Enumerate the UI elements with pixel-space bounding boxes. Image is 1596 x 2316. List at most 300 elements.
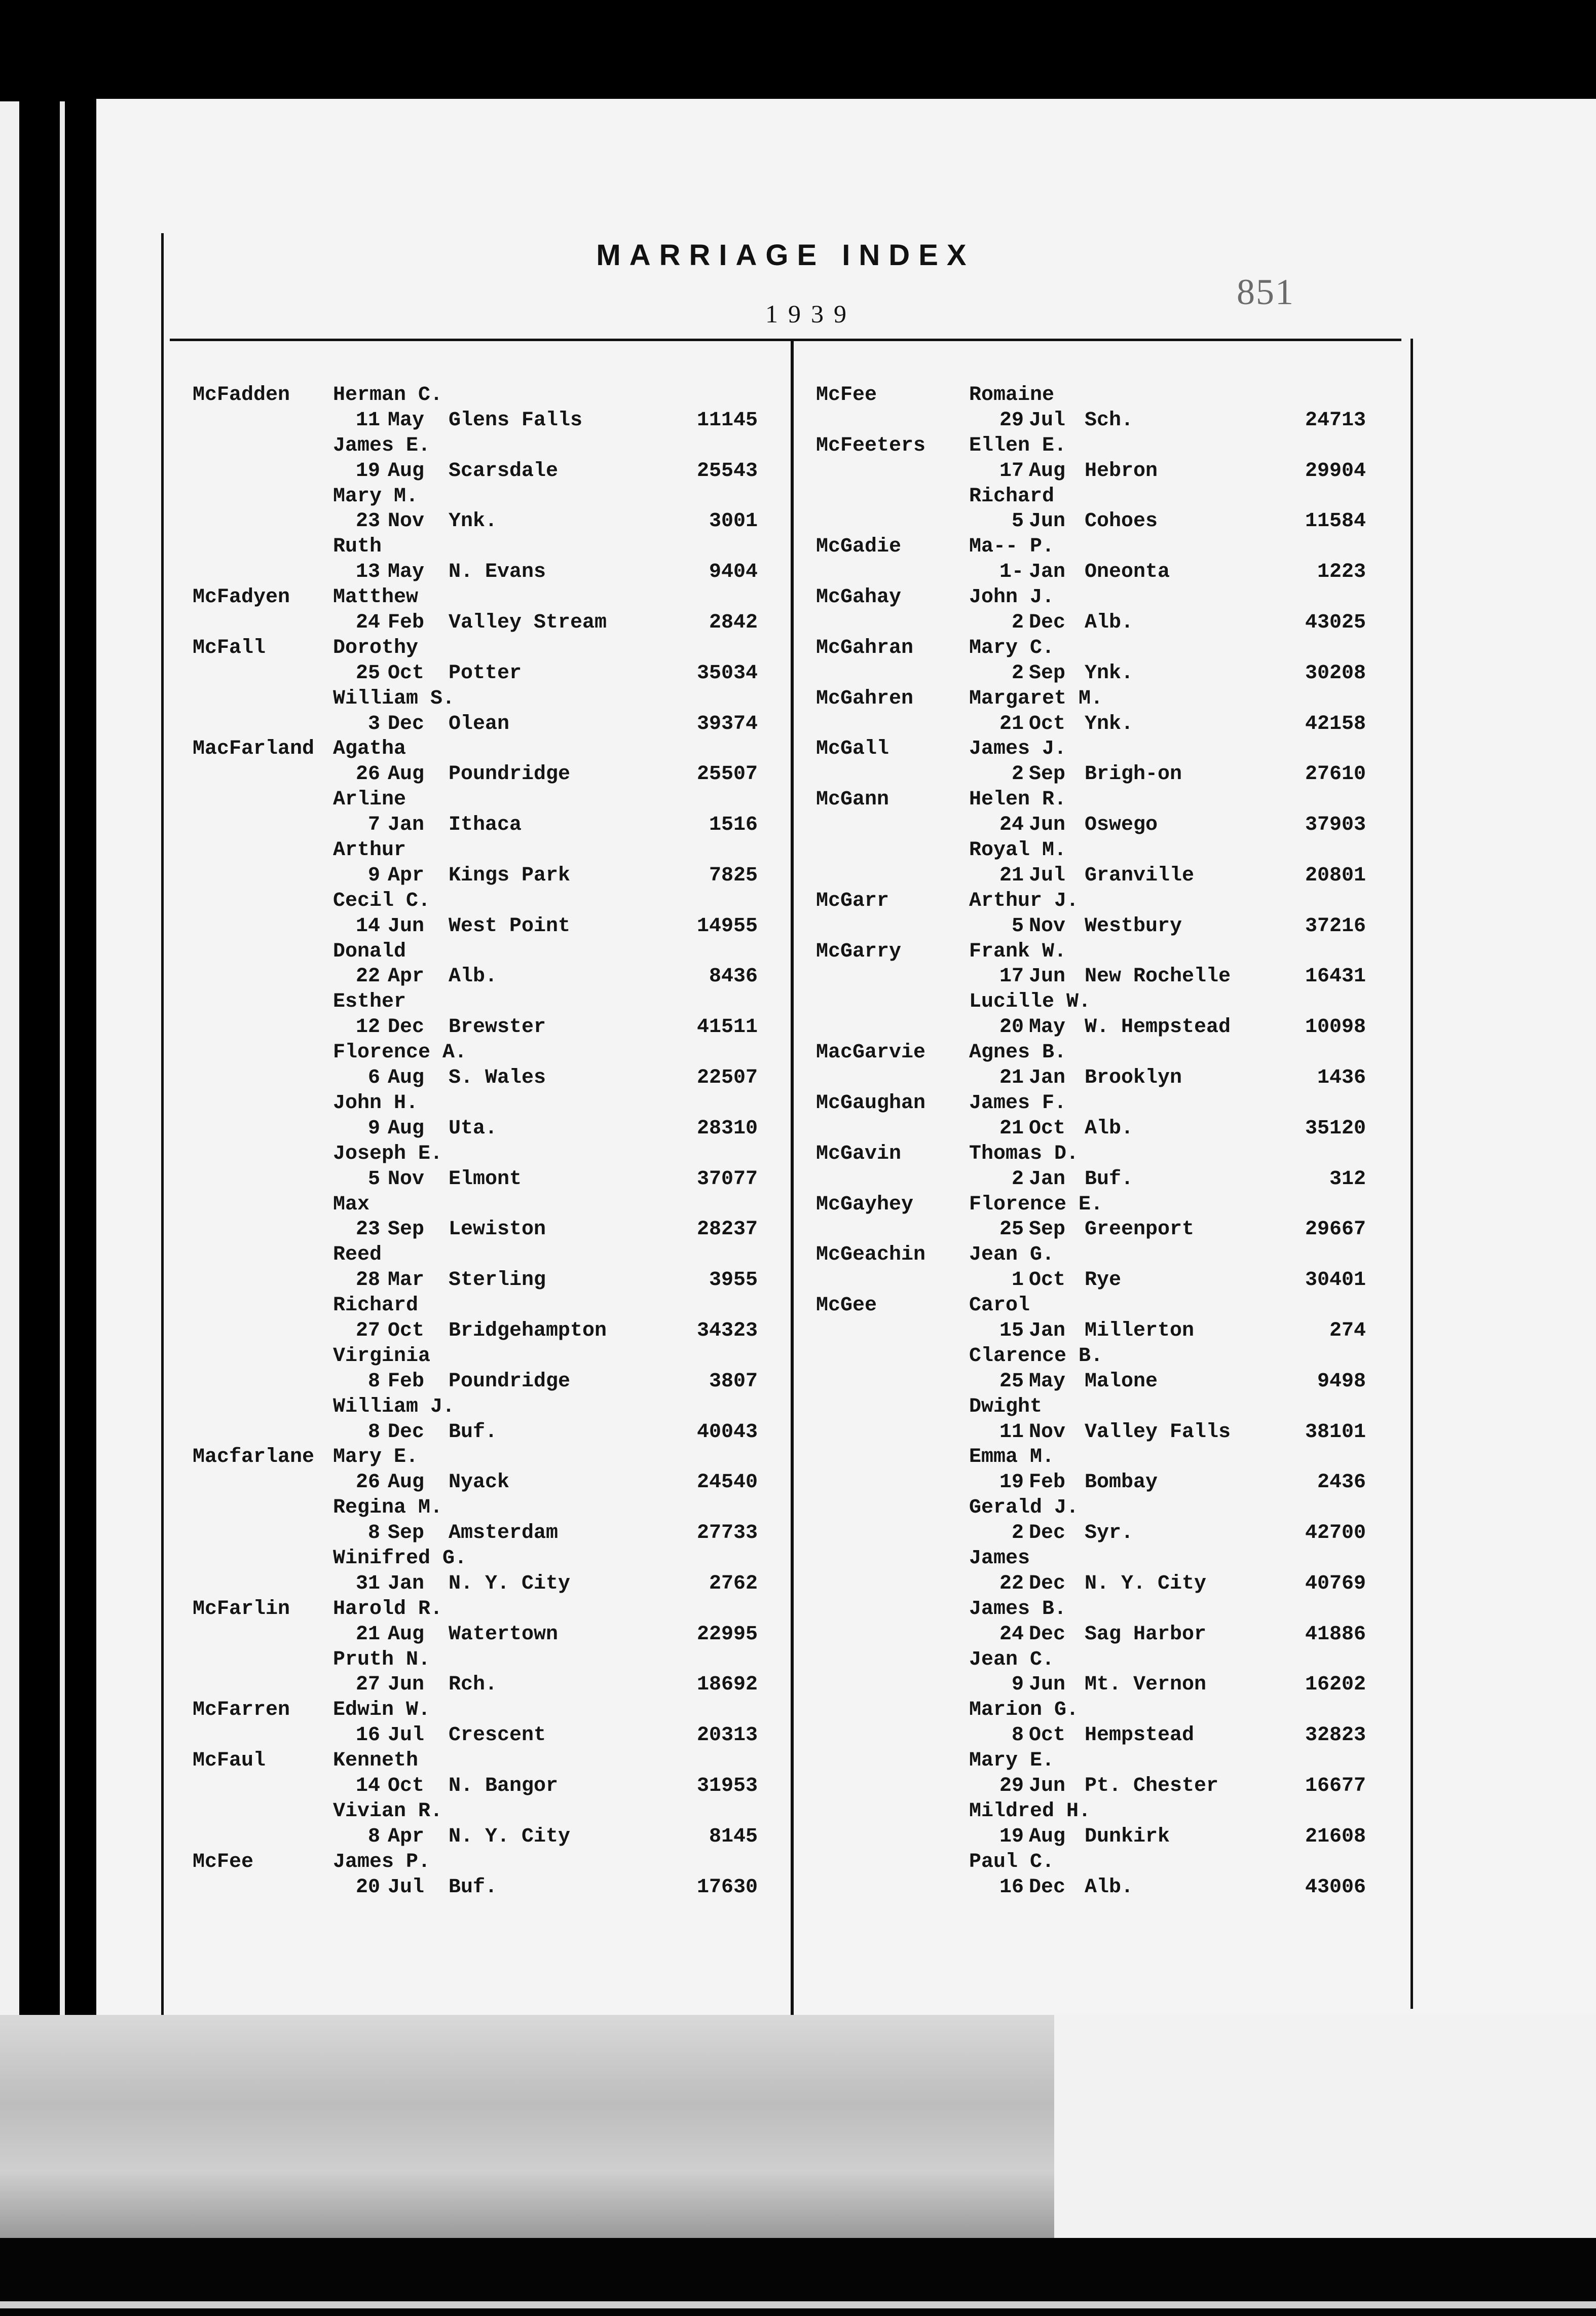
entry-month: Aug bbox=[1029, 459, 1066, 483]
entry-surname: McGahren bbox=[816, 687, 914, 710]
entry-place: Uta. bbox=[449, 1117, 498, 1140]
entry-number: 35120 bbox=[1305, 1117, 1366, 1140]
entry-given: Arline bbox=[333, 788, 406, 812]
entry-place: West Point bbox=[449, 914, 571, 938]
entry-given: John H. bbox=[333, 1091, 419, 1115]
entry-month: Jun bbox=[388, 1673, 425, 1697]
entry-month: Dec bbox=[388, 1016, 425, 1039]
entry-day: 19 bbox=[999, 1825, 1024, 1848]
index-row bbox=[816, 1748, 1368, 1774]
entry-surname: Macfarlane bbox=[193, 1446, 315, 1469]
index-row bbox=[193, 560, 765, 585]
entry-number: 41886 bbox=[1305, 1623, 1366, 1646]
entry-place: Lewiston bbox=[449, 1218, 546, 1241]
entry-day: 26 bbox=[355, 1471, 380, 1494]
index-row bbox=[193, 1268, 765, 1293]
index-row bbox=[193, 585, 765, 610]
entry-surname: McFarren bbox=[193, 1699, 290, 1722]
entry-day: 21 bbox=[355, 1623, 380, 1646]
index-row bbox=[193, 1420, 765, 1445]
entry-number: 3807 bbox=[709, 1370, 758, 1393]
index-row bbox=[816, 1824, 1368, 1850]
index-row bbox=[193, 1495, 765, 1521]
entry-month: Nov bbox=[388, 1167, 425, 1191]
entry-number: 274 bbox=[1329, 1319, 1366, 1342]
index-column-left bbox=[193, 383, 765, 1900]
entry-day: 5 bbox=[1011, 914, 1024, 938]
entry-surname: McGeachin bbox=[816, 1243, 926, 1267]
entry-surname: MacFarland bbox=[193, 738, 315, 761]
entry-place: Ynk. bbox=[1085, 712, 1134, 736]
entry-place: Ynk. bbox=[449, 510, 498, 533]
entry-place: Amsterdam bbox=[449, 1522, 559, 1545]
index-row bbox=[816, 1344, 1368, 1369]
index-row bbox=[193, 686, 765, 712]
entry-month: Jun bbox=[1029, 510, 1066, 533]
entry-given: Matthew bbox=[333, 586, 419, 609]
entry-month: Jan bbox=[388, 1572, 425, 1595]
index-row bbox=[193, 661, 765, 686]
entry-place: Sterling bbox=[449, 1269, 546, 1292]
entry-given: Royal M. bbox=[969, 839, 1067, 862]
entry-month: Oct bbox=[1029, 712, 1066, 736]
index-row bbox=[193, 1217, 765, 1242]
entry-day: 29 bbox=[999, 1774, 1024, 1797]
index-row bbox=[816, 1192, 1368, 1218]
entry-month: Jun bbox=[1029, 1774, 1066, 1797]
index-row bbox=[193, 383, 765, 408]
sheet-right-rule bbox=[1411, 339, 1413, 2009]
index-row bbox=[816, 737, 1368, 762]
index-row bbox=[193, 1521, 765, 1546]
entry-month: Sep bbox=[388, 1522, 425, 1545]
entry-given: James J. bbox=[969, 738, 1067, 761]
entry-month: Dec bbox=[388, 1420, 425, 1444]
entry-given: Joseph E. bbox=[333, 1142, 443, 1165]
index-row bbox=[816, 1268, 1368, 1293]
index-row bbox=[816, 1420, 1368, 1445]
entry-month: Oct bbox=[388, 661, 425, 685]
entry-day: 17 bbox=[999, 965, 1024, 988]
entry-surname: McGarr bbox=[816, 889, 889, 912]
entry-given: Donald bbox=[333, 940, 406, 963]
entry-day: 13 bbox=[355, 561, 380, 584]
entry-given: William J. bbox=[333, 1395, 455, 1418]
entry-number: 16431 bbox=[1305, 965, 1366, 988]
entry-place: N. Evans bbox=[449, 561, 546, 584]
entry-place: Kings Park bbox=[449, 864, 571, 887]
index-row bbox=[193, 1571, 765, 1597]
entry-given: Romaine bbox=[969, 384, 1055, 407]
entry-day: 21 bbox=[999, 1067, 1024, 1090]
entry-place: Rch. bbox=[449, 1673, 498, 1697]
entry-month: Jun bbox=[1029, 814, 1066, 837]
entry-given: Jean G. bbox=[969, 1243, 1055, 1267]
entry-place: Ynk. bbox=[1085, 661, 1134, 685]
entry-number: 29667 bbox=[1305, 1218, 1366, 1241]
entry-given: Dorothy bbox=[333, 636, 419, 659]
entry-surname: McGee bbox=[816, 1294, 877, 1317]
entry-given: Esther bbox=[333, 990, 406, 1014]
index-row bbox=[816, 1672, 1368, 1698]
entry-place: Hebron bbox=[1085, 459, 1158, 483]
entry-given: Agatha bbox=[333, 738, 406, 761]
entry-given: William S. bbox=[333, 687, 455, 710]
index-row bbox=[193, 737, 765, 762]
index-row bbox=[193, 1091, 765, 1116]
entry-place: Hempstead bbox=[1085, 1724, 1195, 1747]
entry-place: Brooklyn bbox=[1085, 1067, 1182, 1090]
entry-given: Margaret M. bbox=[969, 687, 1103, 710]
entry-month: Jan bbox=[1029, 1067, 1066, 1090]
index-row bbox=[816, 889, 1368, 914]
index-row bbox=[193, 838, 765, 863]
entry-given: James P. bbox=[333, 1850, 431, 1873]
index-row bbox=[816, 1521, 1368, 1546]
entry-day: 8 bbox=[367, 1825, 380, 1848]
entry-day: 6 bbox=[367, 1067, 380, 1090]
entry-place: N. Y. City bbox=[449, 1825, 571, 1848]
entry-given: Harold R. bbox=[333, 1597, 443, 1621]
entry-place: Brewster bbox=[449, 1016, 546, 1039]
entry-month: Nov bbox=[1029, 914, 1066, 938]
entry-day: 14 bbox=[355, 1774, 380, 1797]
entry-month: Jan bbox=[388, 814, 425, 837]
entry-place: N. Bangor bbox=[449, 1774, 559, 1797]
entry-number: 37077 bbox=[696, 1167, 758, 1191]
entry-number: 16677 bbox=[1305, 1774, 1366, 1797]
entry-month: Jan bbox=[1029, 561, 1066, 584]
entry-number: 43006 bbox=[1305, 1876, 1366, 1899]
entry-given: Emma M. bbox=[969, 1446, 1055, 1469]
entry-day: 22 bbox=[355, 965, 380, 988]
entry-surname: McFall bbox=[193, 636, 266, 659]
entry-number: 312 bbox=[1329, 1167, 1366, 1191]
entry-month: Aug bbox=[388, 1067, 425, 1090]
entry-day: 26 bbox=[355, 763, 380, 786]
entry-day: 9 bbox=[1011, 1673, 1024, 1697]
entry-place: N. Y. City bbox=[1085, 1572, 1207, 1595]
entry-day: 25 bbox=[355, 661, 380, 685]
entry-place: Bridgehampton bbox=[449, 1319, 607, 1342]
index-row bbox=[816, 1546, 1368, 1571]
index-row bbox=[193, 762, 765, 787]
entry-month: Feb bbox=[388, 611, 425, 635]
entry-given: Cecil C. bbox=[333, 889, 431, 912]
index-row bbox=[816, 484, 1368, 509]
index-row bbox=[816, 712, 1368, 737]
entry-number: 22995 bbox=[696, 1623, 758, 1646]
index-row bbox=[816, 939, 1368, 965]
entry-day: 16 bbox=[355, 1724, 380, 1747]
index-row bbox=[816, 636, 1368, 661]
entry-day: 14 bbox=[355, 914, 380, 938]
entry-month: May bbox=[1029, 1016, 1066, 1039]
index-row bbox=[816, 1091, 1368, 1116]
entry-day: 7 bbox=[367, 814, 380, 837]
index-row bbox=[193, 534, 765, 560]
entry-given: James F. bbox=[969, 1091, 1067, 1115]
entry-month: Feb bbox=[388, 1370, 425, 1393]
entry-number: 3001 bbox=[709, 510, 758, 533]
index-row bbox=[816, 1774, 1368, 1799]
entry-day: 20 bbox=[999, 1016, 1024, 1039]
entry-surname: McGayhey bbox=[816, 1193, 914, 1216]
entry-given: John J. bbox=[969, 586, 1055, 609]
entry-surname: McFarlin bbox=[193, 1597, 290, 1621]
entry-month: Jan bbox=[1029, 1319, 1066, 1342]
entry-given: James E. bbox=[333, 434, 431, 457]
index-row bbox=[816, 509, 1368, 534]
entry-given: Kenneth bbox=[333, 1749, 419, 1773]
index-row bbox=[816, 383, 1368, 408]
entry-number: 21608 bbox=[1305, 1825, 1366, 1848]
index-row bbox=[816, 1015, 1368, 1040]
entry-number: 16202 bbox=[1305, 1673, 1366, 1697]
index-row bbox=[816, 1698, 1368, 1723]
entry-month: Jul bbox=[1029, 409, 1066, 432]
entry-place: Buf. bbox=[1085, 1167, 1134, 1191]
entry-month: Apr bbox=[388, 1825, 425, 1848]
entry-given: Richard bbox=[969, 485, 1055, 508]
entry-month: Dec bbox=[1029, 1876, 1066, 1899]
entry-month: Jan bbox=[1029, 1167, 1066, 1191]
entry-day: 29 bbox=[999, 409, 1024, 432]
page-title: MARRIAGE INDEX bbox=[596, 239, 975, 272]
entry-month: Oct bbox=[388, 1319, 425, 1342]
entry-day: 23 bbox=[355, 1218, 380, 1241]
index-row bbox=[816, 1293, 1368, 1318]
entry-day: 22 bbox=[999, 1572, 1024, 1595]
entry-day: 2 bbox=[1011, 611, 1024, 635]
entry-place: S. Wales bbox=[449, 1067, 546, 1090]
entry-day: 24 bbox=[999, 1623, 1024, 1646]
index-row bbox=[816, 1142, 1368, 1167]
entry-place: Greenport bbox=[1085, 1218, 1195, 1241]
entry-number: 31953 bbox=[696, 1774, 758, 1797]
index-row bbox=[193, 1774, 765, 1799]
entry-given: Carol bbox=[969, 1294, 1030, 1317]
index-row bbox=[193, 1672, 765, 1698]
entry-surname: McFadyen bbox=[193, 586, 290, 609]
entry-place: Glens Falls bbox=[449, 409, 583, 432]
entry-place: Poundridge bbox=[449, 1370, 571, 1393]
entry-given: Reed bbox=[333, 1243, 382, 1267]
entry-place: Rye bbox=[1085, 1269, 1122, 1292]
entry-number: 22507 bbox=[696, 1067, 758, 1090]
index-row bbox=[193, 787, 765, 813]
entry-given: Paul C. bbox=[969, 1850, 1055, 1873]
index-row bbox=[816, 585, 1368, 610]
entry-month: Oct bbox=[1029, 1269, 1066, 1292]
entry-month: Sep bbox=[1029, 1218, 1066, 1241]
index-row bbox=[193, 1698, 765, 1723]
index-row bbox=[816, 1850, 1368, 1875]
index-row bbox=[816, 1217, 1368, 1242]
entry-place: Sch. bbox=[1085, 409, 1134, 432]
entry-number: 34323 bbox=[696, 1319, 758, 1342]
index-row bbox=[193, 484, 765, 509]
index-row bbox=[816, 1242, 1368, 1268]
entry-month: Oct bbox=[1029, 1724, 1066, 1747]
entry-number: 17630 bbox=[696, 1876, 758, 1899]
entry-given: Regina M. bbox=[333, 1496, 443, 1520]
entry-place: Crescent bbox=[449, 1724, 546, 1747]
entry-surname: McGahay bbox=[816, 586, 902, 609]
entry-place: Bombay bbox=[1085, 1471, 1158, 1494]
entry-number: 8436 bbox=[709, 965, 758, 988]
index-row bbox=[816, 1369, 1368, 1394]
entry-place: Olean bbox=[449, 712, 510, 736]
adjacent-page-margin bbox=[60, 101, 65, 2017]
page-number: 851 bbox=[1237, 272, 1294, 312]
entry-month: Jul bbox=[388, 1724, 425, 1747]
index-row bbox=[816, 661, 1368, 686]
entry-day: 1 bbox=[1011, 1269, 1024, 1292]
entry-day: 9 bbox=[367, 864, 380, 887]
entry-day: 2 bbox=[1011, 1167, 1024, 1191]
entry-given: Marion G. bbox=[969, 1699, 1079, 1722]
index-row bbox=[193, 1344, 765, 1369]
index-row bbox=[193, 1850, 765, 1875]
entry-month: Apr bbox=[388, 864, 425, 887]
entry-given: Arthur bbox=[333, 839, 406, 862]
index-row bbox=[816, 762, 1368, 787]
entry-place: Potter bbox=[449, 661, 522, 685]
entry-place: Scarsdale bbox=[449, 459, 559, 483]
entry-number: 1223 bbox=[1317, 561, 1366, 584]
entry-surname: McGaughan bbox=[816, 1091, 926, 1115]
entry-month: Aug bbox=[388, 1623, 425, 1646]
entry-day: 24 bbox=[355, 611, 380, 635]
entry-given: Jean C. bbox=[969, 1648, 1055, 1671]
entry-place: Cohoes bbox=[1085, 510, 1158, 533]
entry-place: Buf. bbox=[449, 1420, 498, 1444]
index-row bbox=[193, 1116, 765, 1142]
index-row bbox=[816, 1394, 1368, 1420]
entry-number: 35034 bbox=[696, 661, 758, 685]
index-row bbox=[193, 1470, 765, 1495]
index-row bbox=[193, 610, 765, 636]
index-row bbox=[193, 1445, 765, 1470]
entry-day: 23 bbox=[355, 510, 380, 533]
entry-given: Pruth N. bbox=[333, 1648, 431, 1671]
entry-number: 27733 bbox=[696, 1522, 758, 1545]
entry-place: Alb. bbox=[1085, 611, 1134, 635]
entry-day: 24 bbox=[999, 814, 1024, 837]
entry-given: Mary E. bbox=[969, 1749, 1055, 1773]
entry-number: 3955 bbox=[709, 1269, 758, 1292]
entry-number: 1516 bbox=[709, 814, 758, 837]
index-row bbox=[816, 1167, 1368, 1192]
scan-strip bbox=[0, 2301, 1596, 2308]
index-row bbox=[816, 408, 1368, 433]
entry-number: 38101 bbox=[1305, 1420, 1366, 1444]
entry-month: Mar bbox=[388, 1269, 425, 1292]
entry-day: 5 bbox=[1011, 510, 1024, 533]
index-row bbox=[193, 1242, 765, 1268]
entry-number: 14955 bbox=[696, 914, 758, 938]
index-row bbox=[816, 1495, 1368, 1521]
index-row bbox=[193, 863, 765, 889]
entry-place: Granville bbox=[1085, 864, 1195, 887]
entry-place: Pt. Chester bbox=[1085, 1774, 1219, 1797]
index-row bbox=[816, 838, 1368, 863]
entry-day: 11 bbox=[999, 1420, 1024, 1444]
index-row bbox=[193, 1622, 765, 1647]
index-column-right bbox=[816, 383, 1368, 1900]
entry-number: 24540 bbox=[696, 1471, 758, 1494]
entry-given: James bbox=[969, 1547, 1030, 1570]
entry-month: Feb bbox=[1029, 1471, 1066, 1494]
index-row bbox=[816, 863, 1368, 889]
entry-month: May bbox=[388, 409, 425, 432]
index-row bbox=[816, 1065, 1368, 1091]
entry-place: Millerton bbox=[1085, 1319, 1195, 1342]
entry-month: Jun bbox=[1029, 965, 1066, 988]
entry-given: Ellen E. bbox=[969, 434, 1067, 457]
entry-number: 27610 bbox=[1305, 763, 1366, 786]
entry-month: Sep bbox=[1029, 661, 1066, 685]
index-row bbox=[193, 636, 765, 661]
entry-place: Alb. bbox=[449, 965, 498, 988]
entry-number: 32823 bbox=[1305, 1724, 1366, 1747]
entry-place: Elmont bbox=[449, 1167, 522, 1191]
entry-surname: McGavin bbox=[816, 1142, 902, 1165]
index-row bbox=[816, 989, 1368, 1015]
entry-number: 25507 bbox=[696, 763, 758, 786]
column-divider bbox=[791, 341, 794, 2015]
entry-month: Sep bbox=[1029, 763, 1066, 786]
index-row bbox=[816, 914, 1368, 939]
entry-number: 30208 bbox=[1305, 661, 1366, 685]
entry-day: 2 bbox=[1011, 661, 1024, 685]
entry-month: Aug bbox=[388, 763, 425, 786]
entry-given: Edwin W. bbox=[333, 1699, 431, 1722]
entry-month: Oct bbox=[388, 1774, 425, 1797]
index-row bbox=[193, 889, 765, 914]
entry-day: 20 bbox=[355, 1876, 380, 1899]
entry-number: 25543 bbox=[696, 459, 758, 483]
entry-given: James B. bbox=[969, 1597, 1067, 1621]
entry-day: 15 bbox=[999, 1319, 1024, 1342]
entry-surname: MacGarvie bbox=[816, 1041, 926, 1064]
index-row bbox=[816, 1470, 1368, 1495]
entry-place: Valley Stream bbox=[449, 611, 607, 635]
index-row bbox=[193, 1167, 765, 1192]
entry-day: 21 bbox=[999, 864, 1024, 887]
entry-place: Oswego bbox=[1085, 814, 1158, 837]
index-row bbox=[816, 787, 1368, 813]
entry-surname: McFaul bbox=[193, 1749, 266, 1773]
entry-number: 42700 bbox=[1305, 1522, 1366, 1545]
entry-month: Nov bbox=[1029, 1420, 1066, 1444]
index-row bbox=[193, 1875, 765, 1900]
index-year: 1939 bbox=[765, 300, 857, 328]
entry-place: Sag Harbor bbox=[1085, 1623, 1207, 1646]
entry-number: 24713 bbox=[1305, 409, 1366, 432]
entry-number: 1436 bbox=[1317, 1067, 1366, 1090]
entry-day: 25 bbox=[999, 1218, 1024, 1241]
entry-month: May bbox=[1029, 1370, 1066, 1393]
entry-place: Alb. bbox=[1085, 1876, 1134, 1899]
index-row bbox=[193, 433, 765, 459]
entry-place: N. Y. City bbox=[449, 1572, 571, 1595]
entry-given: Agnes B. bbox=[969, 1041, 1067, 1064]
index-row bbox=[816, 1723, 1368, 1748]
entry-number: 11145 bbox=[696, 409, 758, 432]
entry-number: 28237 bbox=[696, 1218, 758, 1241]
